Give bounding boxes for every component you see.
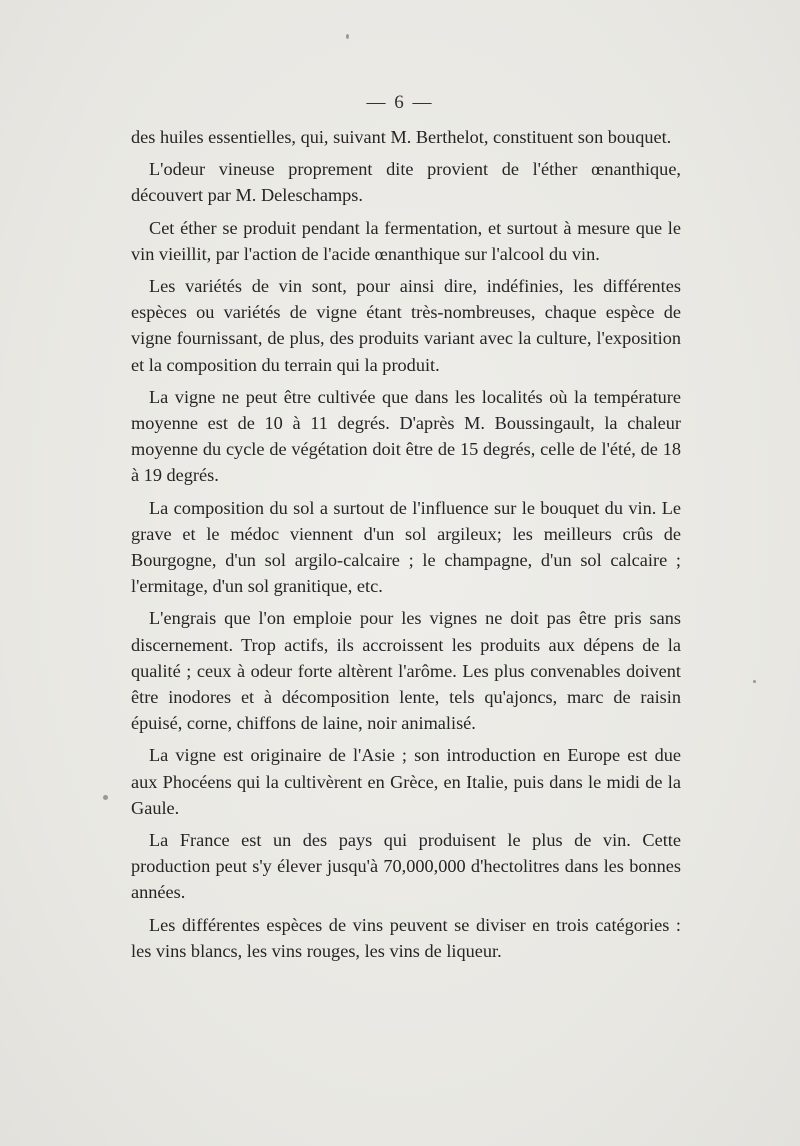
paragraph-8: La vigne est originaire de l'Asie ; son introduction en Europe est due aux Phocéens qui la cultivèrent en Grèce, en Italie, puis dans le midi de la Gaule.: [131, 745, 681, 818]
paragraph-7: L'engrais que l'on emploie pour les vignes ne doit pas être pris sans discernement. Trop actifs, ils accroissent les produits aux dépens de la qualité ; ceux à odeur forte altèrent l'arôme. Les plus convenables doivent être inodores et à décomposition lente, tels qu'ajoncs, marc de raisin épuisé, corne, chiffons de laine, noir animalisé.: [131, 608, 681, 734]
paragraph-6: La composition du sol a surtout de l'influence sur le bouquet du vin. Le grave et le médoc viennent d'un sol argileux; les meilleurs crûs de Bourgogne, d'un sol argilo-calcaire ; le champagne, d'un sol calcaire ; l'ermitage, d'un sol granitique, etc.: [131, 497, 681, 597]
ink-speck: [103, 795, 108, 800]
ink-speck: [753, 680, 756, 683]
body-text: [131, 124, 681, 970]
paragraph-4: Les variétés de vin sont, pour ainsi dire, indéfinies, les différentes espèces ou variétés de vigne étant très-nombreuses, chaque espèce de vigne fournissant, de plus, des produits variant avec la culture, l'exposition et la composition du terrain qui la produit.: [131, 276, 681, 375]
paragraph-10: Les différentes espèces de vins peuvent se diviser en trois catégories : les vins blancs, les vins rouges, les vins de liqueur.: [131, 914, 681, 961]
paragraph-9: La France est un des pays qui produisent le plus de vin. Cette production peut s'y élever jusqu'à 70,000,000 d'hectolitres dans les bonnes années.: [131, 830, 681, 903]
paragraph-3: Cet éther se produit pendant la fermentation, et surtout à mesure que le vin vieillit, par l'action de l'acide œnanthique sur l'alcool du vin.: [131, 217, 681, 264]
paragraph-5: La vigne ne peut être cultivée que dans les localités où la température moyenne est de 10 à 11 degrés. D'après M. Boussingault, la chaleur moyenne du cycle de végétation doit être de 15 degrés, celle de l'été, de 18 à 19 degrés.: [131, 386, 681, 486]
paragraph-2: L'odeur vineuse proprement dite provient de l'éther œnanthique, découvert par M. Deleschamps.: [131, 159, 681, 206]
page-number: — 6 —: [366, 92, 434, 113]
paragraph-1: des huiles essentielles, qui, suivant M. Berthelot, constituent son bouquet.: [131, 127, 672, 147]
ink-speck: [346, 34, 349, 39]
